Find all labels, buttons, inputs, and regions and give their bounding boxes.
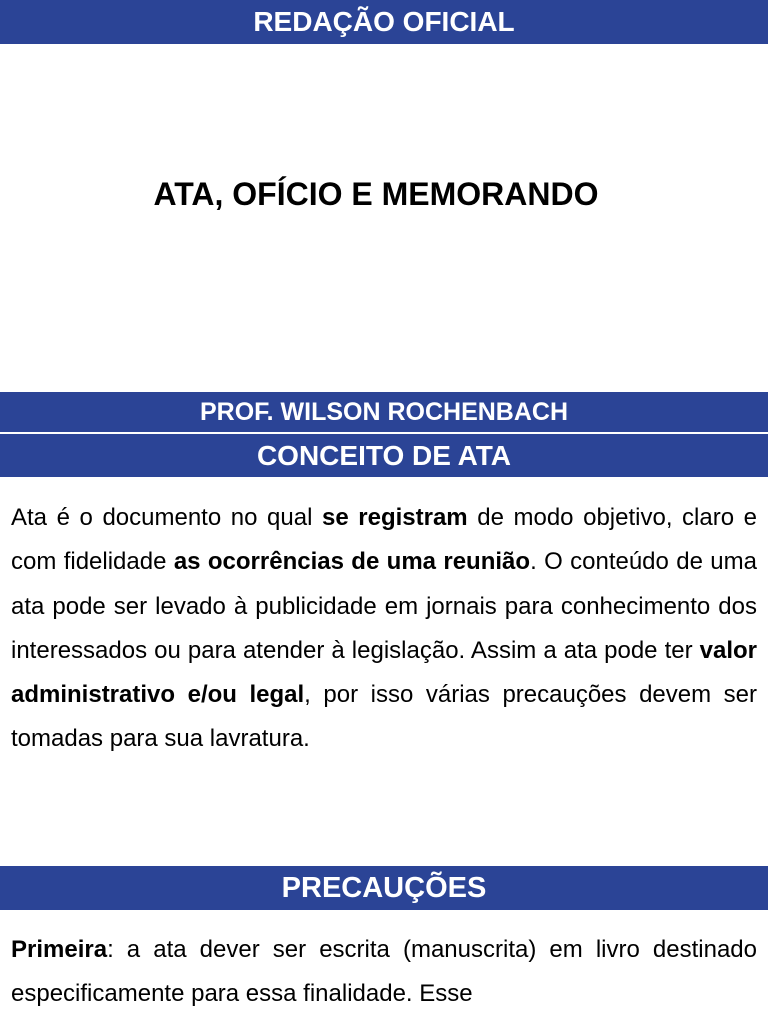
text-run: . O conteúdo de uma ata pode ser levado à publicidade em jornais para conhecimento dos interessados ou para atender à legislação. Assim a ata pode ter — [11, 548, 757, 664]
section-heading-label: PRECAUÇÕES — [281, 872, 487, 904]
author-name: PROF. WILSON ROCHENBACH — [199, 398, 569, 426]
conceito-paragraph — [11, 496, 757, 762]
header-band — [0, 0, 768, 44]
bold-run: Primeira — [11, 936, 108, 963]
section-heading-precaucoes — [0, 866, 768, 910]
text-run: , por isso várias precauções devem ser tomadas para sua lavratura. — [11, 681, 757, 753]
document-title: ATA, OFÍCIO E MEMORANDO — [153, 176, 599, 212]
text-run: : a ata dever ser escrita (manuscrita) em livro destinado especificamente para essa finalidade. Esse — [11, 936, 757, 1008]
precaucoes-paragraph — [11, 928, 757, 1017]
author-band — [0, 392, 768, 432]
section-heading-label: CONCEITO DE ATA — [256, 440, 512, 471]
header-title: REDAÇÃO OFICIAL — [253, 6, 515, 37]
section-heading-conceito — [0, 434, 768, 477]
text-run: Ata é o documento no qual — [11, 504, 322, 531]
bold-run: as ocorrências de uma reunião — [173, 548, 531, 576]
text-run: de modo objetivo, claro e com fidelidade — [11, 504, 757, 576]
bold-run: se registram — [321, 504, 468, 531]
bold-run: valor administrativo e/ou legal — [11, 636, 757, 709]
